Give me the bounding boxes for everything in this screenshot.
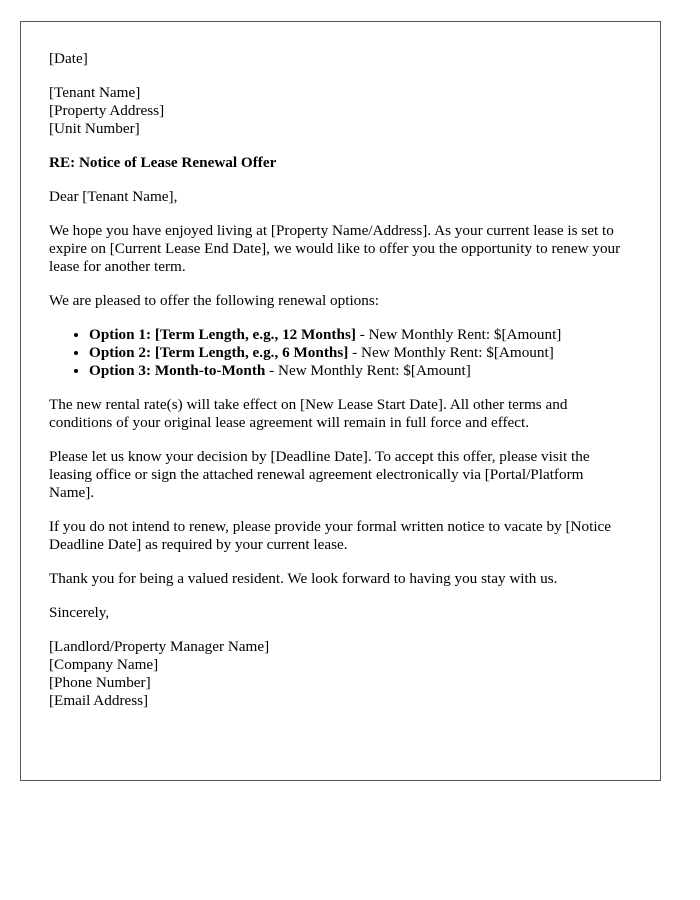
paragraph-vacate: If you do not intend to renew, please provide your formal written notice to vacate by [Notice Deadline Date] as required by your current lease.	[49, 518, 612, 553]
renewal-options-list	[49, 326, 632, 380]
tenant-name: [Tenant Name]	[49, 84, 141, 101]
option-label: Option 2: [Term Length, e.g., 6 Months]	[89, 344, 349, 361]
option-label: Option 3: Month-to-Month	[89, 362, 266, 379]
salutation: Dear [Tenant Name],	[49, 188, 178, 205]
phone-number: [Phone Number]	[49, 674, 151, 691]
paragraph-decision: Please let us know your decision by [Deadline Date]. To accept this offer, please visit the leasing office or sign the attached renewal agreement electronically via [Portal/Platform Name].	[49, 448, 590, 501]
option-rent: - New Monthly Rent: $[Amount]	[348, 344, 554, 361]
signature-block	[49, 638, 632, 710]
signatory-name: [Landlord/Property Manager Name]	[49, 638, 270, 655]
renewal-option-1	[89, 326, 632, 344]
paragraph-effect: The new rental rate(s) will take effect on [New Lease Start Date]. All other terms and conditions of your original lease agreement will remain in full force and effect.	[49, 396, 568, 431]
closing: Sincerely,	[49, 604, 110, 621]
paragraph-options-intro: We are pleased to offer the following renewal options:	[49, 292, 379, 309]
recipient-block	[49, 84, 632, 138]
paragraph-thanks: Thank you for being a valued resident. We look forward to having you stay with us.	[49, 570, 558, 587]
unit-number: [Unit Number]	[49, 120, 140, 137]
letter-date	[49, 50, 632, 68]
renewal-option-3	[89, 362, 632, 380]
option-rent: - New Monthly Rent: $[Amount]	[355, 326, 562, 343]
option-label: Option 1: [Term Length, e.g., 12 Months]	[89, 326, 356, 343]
property-address: [Property Address]	[49, 102, 165, 119]
date-text: [Date]	[49, 50, 88, 67]
option-rent: - New Monthly Rent: $[Amount]	[265, 362, 471, 379]
renewal-option-2	[89, 344, 632, 362]
letter-page	[20, 21, 661, 781]
company-name: [Company Name]	[49, 656, 159, 673]
subject-line: RE: Notice of Lease Renewal Offer	[49, 154, 277, 171]
email-address: [Email Address]	[49, 692, 149, 709]
paragraph-intro: We hope you have enjoyed living at [Property Name/Address]. As your current lease is set to expire on [Current Lease End Date], we would like to offer you the opportunity to renew your lease for another term.	[49, 222, 621, 275]
